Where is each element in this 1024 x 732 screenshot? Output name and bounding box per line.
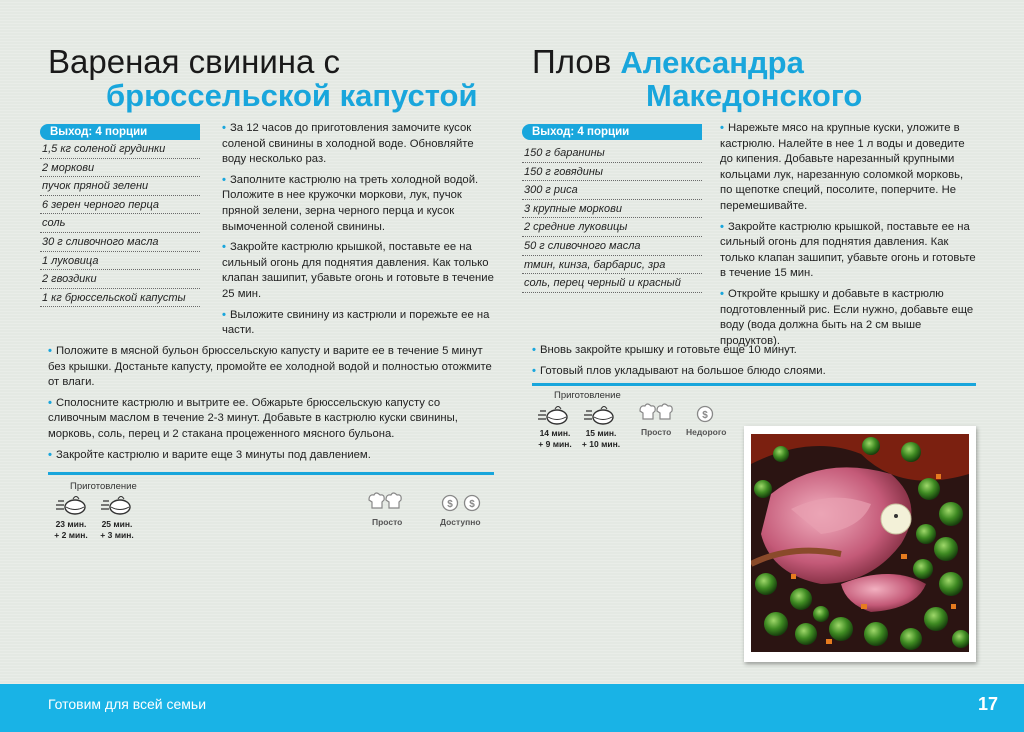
- yield-bar: Выход: 4 порции: [522, 124, 702, 140]
- step-paragraph: • Сполосните кастрюлю и вытрите ее. Обжарьте брюссельскую капусту со сливочным маслом в течение 2-3 минут. Добавьте в кастрюлю куски свинины, морковь, соль, перец и 2 стакана процеженного мясного бульона.: [48, 396, 494, 443]
- step-paragraph: • Откройте крышку и добавьте в кастрюлю подготовленный рис. Если нужно, добавьте еще воду (вода должна быть на 2 см выше продуктов).: [720, 287, 976, 349]
- difficulty-label: Просто: [372, 517, 403, 527]
- ingredient-item: 300 г риса: [522, 181, 702, 200]
- ingredient-item: 1 кг брюссельской капусты: [40, 289, 200, 308]
- ingredient-item: 2 гвоздики: [40, 270, 200, 289]
- coin-icon: [696, 405, 714, 423]
- step-paragraph: • Вновь закройте крышку и готовьте еще 10 минут.: [532, 343, 976, 359]
- steps-side: [222, 121, 494, 344]
- ingredient-item: 150 г говядины: [522, 163, 702, 182]
- ingredient-item: 3 крупные моркови: [522, 200, 702, 219]
- ingredient-item: 30 г сливочного масла: [40, 233, 200, 252]
- ingredient-item: 1 луковица: [40, 252, 200, 271]
- recipe-title-line1: Вареная свинина с: [48, 43, 341, 80]
- step-paragraph: • Нарежьте мясо на крупные куски, уложите в кастрюлю. Налейте в нее 1 л воды и доведите до кипения. Добавьте нарезанный крупными кольцами лук, нарезанную соломкой морковь, по щепотке специй, посолите, поперчите. Не перемешивайте.: [720, 121, 976, 215]
- ingredient-item: 2 моркови: [40, 159, 200, 178]
- step-paragraph: • Закройте кастрюлю крышкой, поставьте ее на сильный огонь для поднятия давления. Как только клапан зашипит, убавьте огонь и готовьте в течение 15 мин.: [720, 220, 976, 282]
- page-footer: [0, 684, 1024, 732]
- ingredients-list: [522, 144, 702, 293]
- step-paragraph: • За 12 часов до приготовления замочите кусок соленой свинины в холодной воде. Обновляйте воду несколько раз.: [222, 121, 494, 168]
- step-paragraph: • Закройте кастрюлю и варите еще 3 минуты под давлением.: [48, 448, 494, 464]
- ingredient-item: 1,5 кг соленой грудинки: [40, 140, 200, 159]
- ingredient-item: тмин, кинза, барбарис, зра: [522, 256, 702, 275]
- svg-text:$: $: [469, 499, 475, 510]
- cook-time: [536, 428, 574, 450]
- time-extra: + 10 мин.: [581, 439, 621, 449]
- cook-time: [580, 428, 622, 450]
- time-main: 15 мин.: [585, 428, 617, 438]
- ingredients-panel: [40, 124, 200, 307]
- cooking-pot-icon: [582, 403, 616, 427]
- cook-time: [98, 519, 136, 541]
- step-paragraph: • Заполните кастрюлю на треть холодной водой. Положите в нее кружочки моркови, лук, пучок пряной зелени, зерна черного перца и кусок вымоченной соленой свинины.: [222, 173, 494, 235]
- ingredient-item: соль, перец черный и красный: [522, 274, 702, 293]
- dish-photo-image: [751, 434, 969, 652]
- ingredient-item: 6 зерен черного перца: [40, 196, 200, 215]
- divider-rule: [532, 383, 976, 386]
- title-word-highlight: Александра: [620, 45, 804, 80]
- ingredients-list: [40, 140, 200, 307]
- time-extra: + 3 мин.: [100, 530, 134, 540]
- cooking-pot-icon: [54, 493, 88, 517]
- recipe-title-line2: Македонского: [646, 78, 863, 113]
- difficulty-label: Просто: [641, 427, 672, 437]
- time-extra: + 9 мин.: [538, 439, 572, 449]
- yield-bar: Выход: 4 порции: [40, 124, 200, 140]
- steps-side: [720, 121, 976, 354]
- time-main: 23 мин.: [55, 519, 87, 529]
- step-paragraph: • Положите в мясной бульон брюссельскую капусту и варите ее в течение 5 минут без крышки. Достаньте капусту, промойте ее холодной водой и полностью отожмите от влаги.: [48, 344, 494, 391]
- recipe-title-line1: [532, 44, 804, 81]
- time-extra: + 2 мин.: [54, 530, 88, 540]
- ingredient-item: пучок пряной зелени: [40, 177, 200, 196]
- cost-label: Доступно: [440, 517, 481, 527]
- time-main: 14 мин.: [539, 428, 571, 438]
- time-main: 25 мин.: [101, 519, 133, 529]
- prep-label: Приготовление: [554, 390, 621, 401]
- chef-hat-icon: [637, 403, 675, 423]
- chef-hat-icon: [366, 492, 404, 512]
- cost-label: Недорого: [686, 427, 727, 437]
- step-paragraph: • Выложите свинину из кастрюли и порежьте ее на части.: [222, 308, 494, 339]
- cook-time: [53, 519, 89, 541]
- svg-text:$: $: [702, 410, 708, 421]
- dish-photo: [744, 426, 976, 662]
- cooking-pot-icon: [536, 403, 570, 427]
- steps-full: [532, 343, 976, 384]
- ingredient-item: 150 г баранины: [522, 144, 702, 163]
- page-number: 17: [977, 694, 998, 714]
- step-paragraph: • Готовый плов укладывают на большое блюдо слоями.: [532, 364, 976, 380]
- cooking-pot-icon: [99, 493, 133, 517]
- ingredient-item: 2 средние луковицы: [522, 218, 702, 237]
- divider-rule: [48, 472, 494, 475]
- prep-label: Приготовление: [70, 481, 137, 492]
- recipe-title-line2: брюссельской капустой: [106, 78, 478, 113]
- ingredient-item: 50 г сливочного масла: [522, 237, 702, 256]
- ingredient-item: соль: [40, 214, 200, 233]
- footer-caption: Готовим для всей семьи: [48, 696, 207, 712]
- step-paragraph: • Закройте кастрюлю крышкой, поставьте ее на сильный огонь для поднятия давления. Как только клапан зашипит, убавьте огонь и готовьте в течение 25 мин.: [222, 240, 494, 302]
- steps-full: [48, 344, 494, 468]
- coin-icon: [441, 494, 483, 512]
- ingredients-panel: [522, 124, 702, 293]
- svg-text:$: $: [447, 499, 453, 510]
- title-word: Плов: [532, 43, 612, 80]
